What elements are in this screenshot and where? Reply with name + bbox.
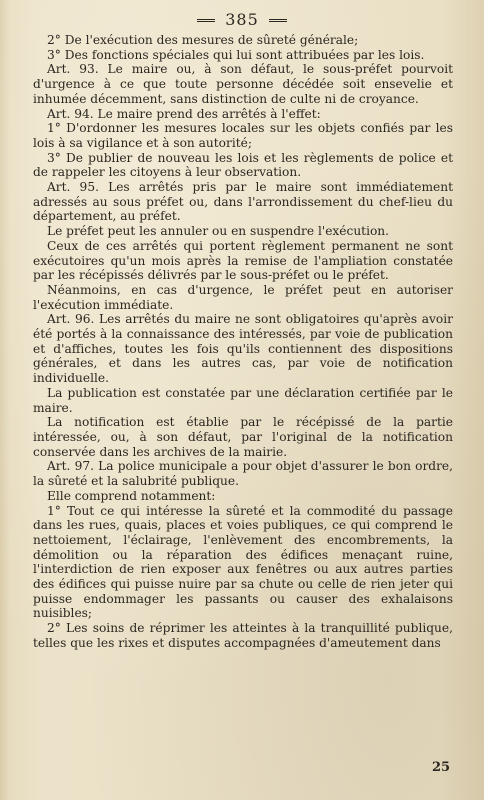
paragraph: 1° D'ordonner les mesures locales sur les objets confiés par les lois à sa vigilance et à son autorité; [33,121,453,150]
paragraph: Art. 96. Les arrêtés du maire ne sont obligatoires qu'après avoir été portés à la connaissance des intéressés, par voie de publication et d'affiches, toutes les fois qu'ils contiennent des dispositions générales, et dans les autres cas, par voie de notification individuelle. [33,312,453,386]
paragraph: La notification est établie par le récépissé de la partie intéressée, ou, à son défaut, par l'original de la notification conservée dans les archives de la mairie. [33,415,453,459]
paragraph: Art. 94. Le maire prend des arrêtés à l'effet: [47,106,321,121]
paragraph: Art. 95. Les arrêtés pris par le maire sont immédiatement adressés au sous préfet ou, dans l'arrondissement du chef-lieu du département, au préfet. [33,180,453,224]
page-number: 385 [225,10,259,29]
body-text [33,33,453,651]
paragraph: La publication est constatée par une déclaration certifiée par le maire. [33,385,453,415]
paragraph: Le préfet peut les annuler ou en suspendre l'exécution. [47,224,390,239]
paragraph: Art. 97. La police municipale a pour objet d'assurer le bon ordre, la sûreté et la salubrité publique. [33,459,453,489]
paragraph: 2° Les soins de réprimer les atteintes à la tranquillité publique, telles que les rixes et disputes accompagnées d'ameutement dans [33,621,453,650]
paragraph: Art. 93. Le maire ou, à son défaut, le sous-préfet pourvoit d'urgence à ce que toute personne décédée soit ensevelie et inhumée décemment, sans distinction de culte ni de croyance. [33,62,453,106]
paragraph: 2° De l'exécution des mesures de sûreté générale; [47,33,359,47]
paragraph: Néanmoins, en cas d'urgence, le préfet peut en autoriser l'exécution immédiate. [33,282,453,312]
header-rule-left [197,19,215,22]
signature-mark: 25 [432,760,451,775]
header-rule-right [269,19,287,22]
page-header [0,10,484,29]
paragraph: Ceux de ces arrêtés qui portent règlement permanent ne sont exécutoires qu'un mois après la remise de l'ampliation constatée par les récépissés délivrés par le sous-préfet ou le préfet. [33,238,453,283]
paragraph: 3° Des fonctions spéciales qui lui sont attribuées par les lois. [47,47,425,62]
paragraph: 3° De publier de nouveau les lois et les règlements de police et de rappeler les citoyens à leur observation. [33,150,453,180]
paragraph: 1° Tout ce qui intéresse la sûreté et la commodité du passage dans les rues, quais, places et voies publiques, ce qui comprend le nettoiement, l'éclairage, l'enlèvement des encombrements, la démolition ou la réparation des édifices menaçant ruine, l'interdiction de rien exposer aux fenêtres ou aux autres parties des édifices qui puisse nuire par sa chute ou celle de rien jeter qui puisse endommager les passants ou causer des exhalaisons nuisibles; [33,503,453,621]
paragraph: Elle comprend notamment: [47,488,216,503]
